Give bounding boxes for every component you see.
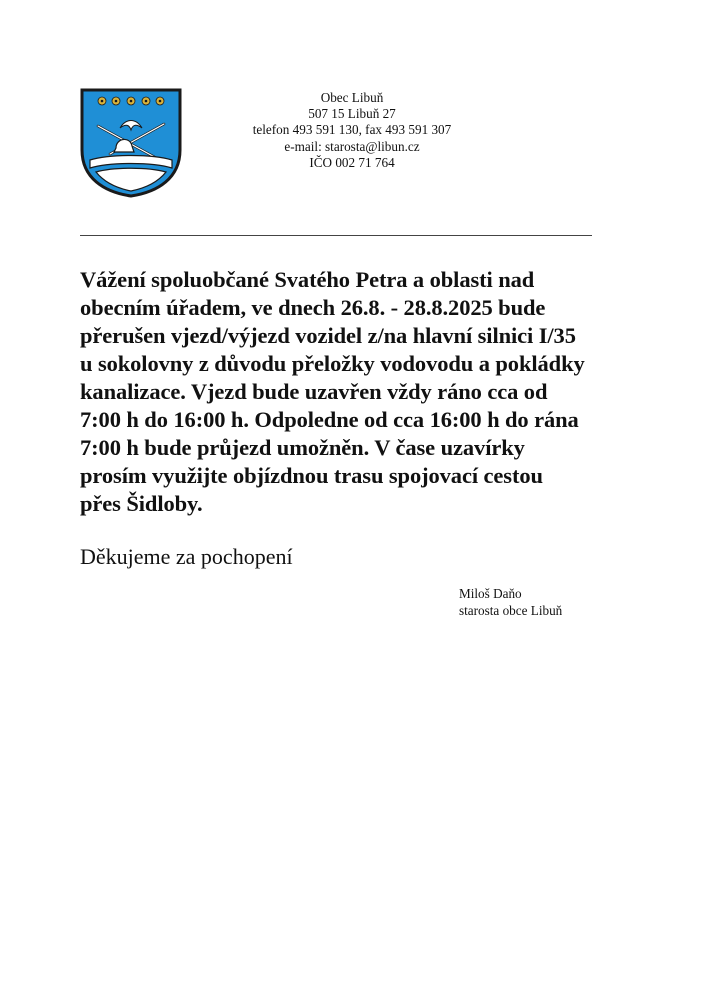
notice-line: kanalizace. Vjezd bude uzavřen vždy ráno cca od: [80, 379, 548, 404]
notice-line: Vážení spoluobčané Svatého Petra a oblasti nad: [80, 267, 535, 292]
notice-line: 7:00 h bude průjezd umožněn. V čase uzavírky: [80, 435, 525, 460]
notice-line: u sokolovny z důvodu přeložky vodovodu a pokládky: [80, 351, 585, 376]
thanks-text: Děkujeme za pochopení: [80, 544, 293, 569]
signatory-title: starosta obce Libuň: [459, 602, 563, 618]
notice-line: přes Šidloby.: [80, 491, 203, 516]
municipality-name: Obec Libuň: [320, 90, 384, 105]
coat-of-arms-icon: [80, 88, 182, 198]
address-block: [232, 90, 472, 171]
notice-text: [80, 266, 640, 518]
header-divider: [80, 235, 592, 236]
signature-block: [459, 586, 562, 619]
notice-line: prosím využijte objízdnou trasu spojovací cestou: [80, 463, 543, 488]
notice-line: 7:00 h do 16:00 h. Odpoledne od cca 16:00 h do rána: [80, 407, 579, 432]
company-id: IČO 002 71 764: [309, 154, 395, 170]
email-address: e-mail: starosta@libun.cz: [284, 138, 420, 154]
phone-fax: telefon 493 591 130, fax 493 591 307: [252, 122, 452, 138]
notice-line: obecním úřadem, ve dnech 26.8. - 28.8.2025 bude: [80, 295, 546, 320]
signatory-name: Miloš Daňo: [459, 586, 522, 601]
postal-address: 507 15 Libuň 27: [308, 106, 396, 122]
notice-line: přerušen vjezd/výjezd vozidel z/na hlavní silnici I/35: [80, 323, 576, 348]
